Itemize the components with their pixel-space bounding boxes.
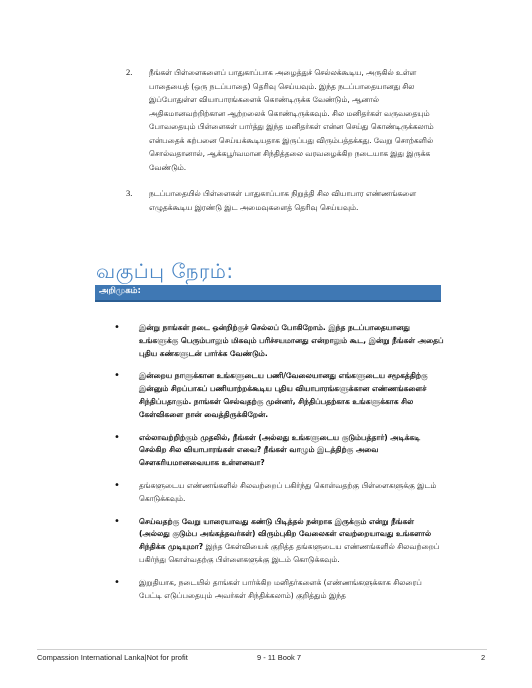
page-number: 2 <box>481 653 486 662</box>
list-item <box>121 66 451 174</box>
footer-organization: Compassion International Lanka|Not for profit <box>37 653 188 662</box>
page-footer <box>0 653 532 667</box>
intro-bar-label: அறிமுகம்: <box>99 286 141 296</box>
footer-book: 9 - 11 Book 7 <box>257 653 302 662</box>
bullet-item <box>112 516 444 567</box>
list-item <box>121 187 451 214</box>
list-item-text: நீங்கள் பிள்ளைகளைப் பாதுகாப்பாக அழைத்துச் செல்லக்கூடிய, அருகில் உள்ள பாதையைத் (ஒரு நடப்பாதை) தெரிவு செய்யவும். இந்த நடப்பாதையானது சில இப்போதுள்ள வியாபாரங்களைக் கொண்டிருக்க வேண்டும், ஆனால் அதிகமானவற்றிற்கான ஆற்றலைக் கொண்டிருக்கவும். சில மனிதர்கள் வருவதையும் போவதையும் பிள்ளைகள் பார்த்து இந்த மனிதர்கள் என்ன செய்து கொண்டிருக்கலாம் என்பதைக் கற்பனை செய்யக்கூடியதாக இருப்பது விரும்பத்தக்கது. வேறு சொற்களில் சொல்வதானால், ஆக்கபூர்வமான சிந்தித்தலை வரவழைக்கிற நடையாக இது இருக்க வேண்டும். <box>149 68 434 172</box>
bullet-item <box>112 370 444 421</box>
bullet-icon: • <box>114 370 120 382</box>
bullet-icon: • <box>114 322 120 333</box>
numbered-list <box>121 66 451 227</box>
bullet-icon: • <box>114 576 120 588</box>
bullet-text-tail: இந்த கேள்வியைக் குறித்த தங்களுடைய எண்ணங்களில் சிலவற்றைப் பகிர்ந்து கொள்வதற்கு பிள்ளைகளுக்கு இடம் கொடுக்கவும். <box>139 542 440 564</box>
bullet-text-mixed <box>139 516 444 567</box>
bullet-item <box>112 577 444 603</box>
bullet-text: எல்லாவற்றிற்கும் முதலில், நீங்கள் (அல்லது உங்களுடைய குடும்பத்தார்) அடிக்கடி செல்கிற சில வியாபாரங்கள் எவை? நீங்கள் வாழும் இடத்திற்கு அவை சௌகரியமானவையாக உள்ளனவா? <box>139 432 421 468</box>
bullet-icon: • <box>114 515 120 527</box>
bullet-item <box>112 432 444 470</box>
bullet-icon: • <box>114 431 120 443</box>
list-number: 2. <box>126 67 133 77</box>
bullet-list <box>112 322 444 612</box>
list-number: 3. <box>126 188 133 198</box>
intro-bar <box>95 285 441 302</box>
section-heading: வகுப்பு நேரம்: <box>96 259 234 283</box>
list-item-text: நடப்பாதையில் பிள்ளைகள் பாதுகாப்பாக நிறுத்தி சில வியாபார எண்ணங்களை எழுதக்கூடிய இரண்டு இட அமைவுகளைத் தெரிவு செய்யவும். <box>149 189 417 212</box>
bullet-item <box>112 322 444 360</box>
footer-divider <box>37 649 487 650</box>
bullet-text: இறுதியாக, நடையில் தாங்கள் பார்க்கிற மனிதர்களைக் (எண்ணங்களுக்காக சிலரைப் பேட்டி எடுப்பதையும் அவர்கள் சிந்திக்கலாம்) குறித்தும் இந்த <box>139 577 422 600</box>
bullet-text: இன்று நாங்கள் நடை ஒன்றிற்குச் செல்லப் போகிறோம். இந்த நடப்பாதையானது உங்களுக்கு பெரும்பாலும் மிகவும் பரிச்சயமானது என்றாலும் கூட, இன்று நீங்கள் அதைப் புதிய கண்களுடன் பார்க்க வேண்டும். <box>139 323 444 358</box>
bullet-item <box>112 480 444 506</box>
bullet-text: இன்றைய நாளுக்கான உங்களுடைய பணி/வேலையானது எங்களுடைய சமூகத்திற்கு இன்னும் சிறப்பாகப் பணியாற்றக்கூடிய புதிய வியாபாரங்களுக்கான எண்ணங்களைச் சிந்திப்பதாகும். நாங்கள் செல்வதற்கு முன்னர், சிந்திப்பதற்காக உங்களுக்காக சில கேள்விகளை நான் வைத்திருக்கிறேன். <box>139 371 428 419</box>
bullet-icon: • <box>114 479 120 491</box>
bullet-text-bold: செய்வதற்கு வேறு யாரையாவது கண்டு பிடித்தல் நன்றாக இருக்கும் என்று நீங்கள் (அல்லது குடும்ப அங்கத்தவர்கள்) விரும்புகிற வேலைகள் எவற்றையாவது உங்களால் சிந்திக்க முடியுமா? <box>139 516 432 552</box>
bullet-text: தங்களுடைய எண்ணங்களில் சிலவற்றைப் பகிர்ந்து கொள்வதற்கு பிள்ளைகளுக்கு இடம் கொடுக்கவும். <box>139 480 437 503</box>
